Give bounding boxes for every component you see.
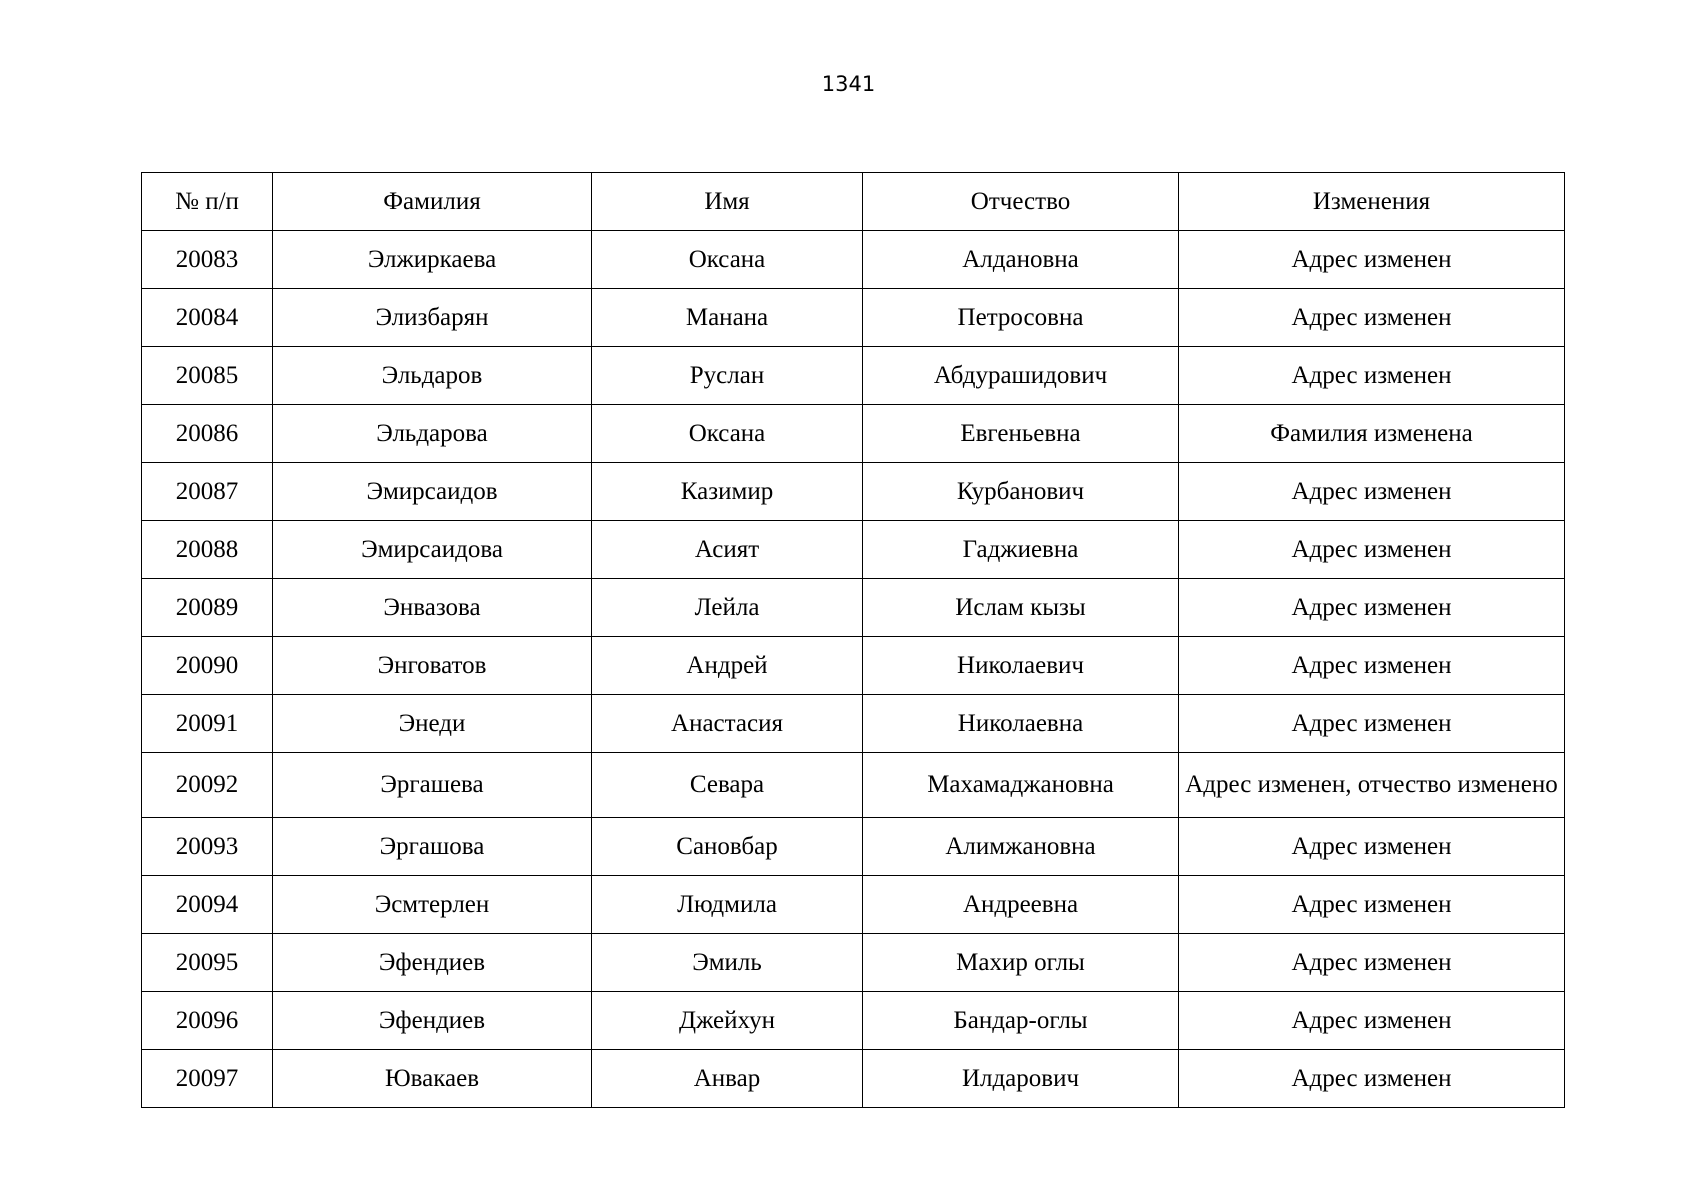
cell-number: 20087 [142, 463, 273, 521]
cell-surname: Энеди [273, 695, 592, 753]
cell-patronymic: Ислам кызы [863, 579, 1179, 637]
cell-patronymic: Абдурашидович [863, 347, 1179, 405]
cell-changes: Адрес изменен [1179, 521, 1565, 579]
cell-surname: Элжиркаева [273, 231, 592, 289]
cell-name: Джейхун [592, 992, 863, 1050]
cell-changes: Адрес изменен [1179, 637, 1565, 695]
cell-patronymic: Курбанович [863, 463, 1179, 521]
table-row [142, 695, 1565, 753]
cell-surname: Эмирсаидов [273, 463, 592, 521]
cell-name: Лейла [592, 579, 863, 637]
table-row [142, 289, 1565, 347]
header-number: № п/п [142, 173, 273, 231]
cell-changes: Адрес изменен [1179, 992, 1565, 1050]
cell-patronymic: Николаевич [863, 637, 1179, 695]
header-changes: Изменения [1179, 173, 1565, 231]
cell-name: Сановбар [592, 818, 863, 876]
cell-patronymic: Бандар-оглы [863, 992, 1179, 1050]
cell-name: Анастасия [592, 695, 863, 753]
cell-name: Людмила [592, 876, 863, 934]
cell-patronymic: Гаджиевна [863, 521, 1179, 579]
cell-name: Казимир [592, 463, 863, 521]
cell-changes: Адрес изменен [1179, 818, 1565, 876]
cell-surname: Эльдарова [273, 405, 592, 463]
table-row [142, 876, 1565, 934]
cell-number: 20089 [142, 579, 273, 637]
cell-patronymic: Алдановна [863, 231, 1179, 289]
table-row [142, 405, 1565, 463]
cell-changes: Адрес изменен [1179, 934, 1565, 992]
cell-patronymic: Николаевна [863, 695, 1179, 753]
cell-changes: Адрес изменен [1179, 231, 1565, 289]
cell-number: 20083 [142, 231, 273, 289]
cell-name: Руслан [592, 347, 863, 405]
cell-changes: Адрес изменен [1179, 1050, 1565, 1108]
registry-table [141, 172, 1565, 1108]
table-row [142, 818, 1565, 876]
cell-changes: Адрес изменен [1179, 876, 1565, 934]
cell-changes: Фамилия изменена [1179, 405, 1565, 463]
cell-number: 20093 [142, 818, 273, 876]
table-row [142, 992, 1565, 1050]
cell-surname: Эргашова [273, 818, 592, 876]
header-surname: Фамилия [273, 173, 592, 231]
cell-surname: Эфендиев [273, 992, 592, 1050]
cell-surname: Энвазова [273, 579, 592, 637]
cell-surname: Элизбарян [273, 289, 592, 347]
cell-number: 20090 [142, 637, 273, 695]
table-row [142, 637, 1565, 695]
cell-changes: Адрес изменен [1179, 347, 1565, 405]
header-patronymic: Отчество [863, 173, 1179, 231]
cell-surname: Эфендиев [273, 934, 592, 992]
cell-number: 20094 [142, 876, 273, 934]
cell-number: 20084 [142, 289, 273, 347]
table-row [142, 521, 1565, 579]
table-header-row [142, 173, 1565, 231]
cell-surname: Эсмтерлен [273, 876, 592, 934]
cell-surname: Эльдаров [273, 347, 592, 405]
table-row [142, 463, 1565, 521]
cell-number: 20085 [142, 347, 273, 405]
cell-changes: Адрес изменен, отчество изменено [1179, 753, 1565, 818]
cell-patronymic: Махамаджановна [863, 753, 1179, 818]
cell-name: Асият [592, 521, 863, 579]
table-row [142, 347, 1565, 405]
cell-surname: Ювакаев [273, 1050, 592, 1108]
cell-patronymic: Махир оглы [863, 934, 1179, 992]
cell-name: Эмиль [592, 934, 863, 992]
cell-patronymic: Евгеньевна [863, 405, 1179, 463]
table-row [142, 934, 1565, 992]
cell-number: 20097 [142, 1050, 273, 1108]
cell-surname: Энговатов [273, 637, 592, 695]
cell-name: Оксана [592, 231, 863, 289]
table-row [142, 1050, 1565, 1108]
cell-number: 20095 [142, 934, 273, 992]
page-number: 1341 [821, 72, 876, 96]
cell-number: 20092 [142, 753, 273, 818]
cell-changes: Адрес изменен [1179, 463, 1565, 521]
cell-patronymic: Алимжановна [863, 818, 1179, 876]
cell-number: 20086 [142, 405, 273, 463]
cell-number: 20091 [142, 695, 273, 753]
cell-number: 20096 [142, 992, 273, 1050]
cell-patronymic: Илдарович [863, 1050, 1179, 1108]
cell-patronymic: Андреевна [863, 876, 1179, 934]
cell-surname: Эмирсаидова [273, 521, 592, 579]
cell-name: Манана [592, 289, 863, 347]
cell-number: 20088 [142, 521, 273, 579]
cell-changes: Адрес изменен [1179, 695, 1565, 753]
cell-changes: Адрес изменен [1179, 579, 1565, 637]
table-row [142, 231, 1565, 289]
cell-name: Севара [592, 753, 863, 818]
table-row [142, 753, 1565, 818]
cell-name: Оксана [592, 405, 863, 463]
header-name: Имя [592, 173, 863, 231]
cell-surname: Эргашева [273, 753, 592, 818]
cell-name: Анвар [592, 1050, 863, 1108]
cell-changes: Адрес изменен [1179, 289, 1565, 347]
cell-name: Андрей [592, 637, 863, 695]
table-row [142, 579, 1565, 637]
cell-patronymic: Петросовна [863, 289, 1179, 347]
